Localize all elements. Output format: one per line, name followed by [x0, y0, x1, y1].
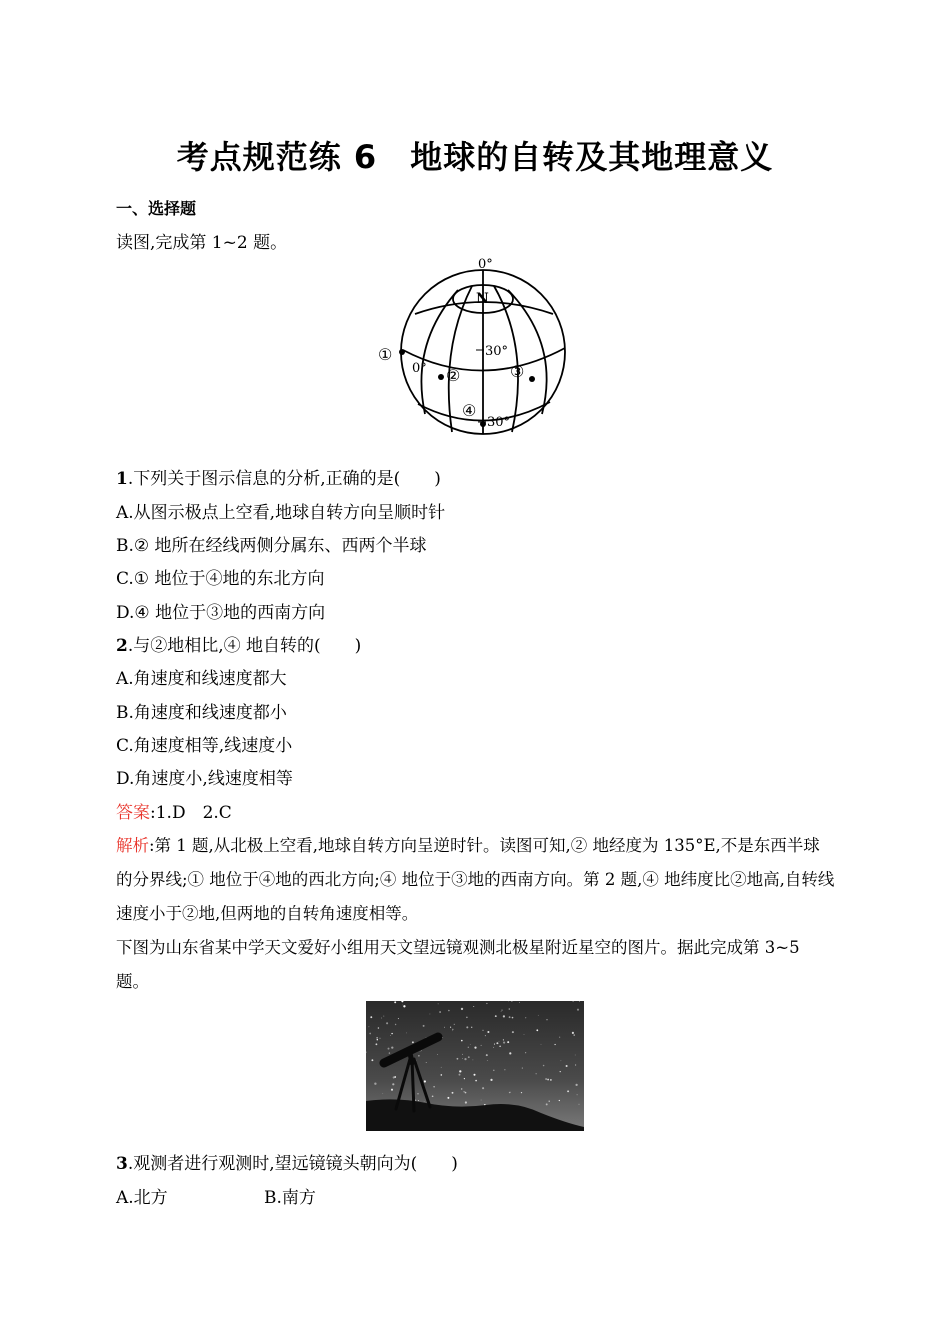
- star: [391, 1033, 392, 1034]
- intro-text-1: 读图,完成第 1~2 题。: [116, 233, 288, 253]
- star: [574, 1034, 575, 1035]
- star: [493, 1070, 494, 1071]
- star: [572, 1032, 574, 1034]
- star: [559, 1100, 560, 1101]
- star: [461, 1088, 462, 1089]
- star: [461, 1008, 463, 1010]
- q3-option-a: A.北方: [116, 1188, 168, 1208]
- star: [578, 1104, 579, 1105]
- star: [417, 1093, 418, 1094]
- star: [382, 1093, 383, 1094]
- question-1-number: 1: [116, 469, 128, 489]
- star: [536, 1029, 538, 1031]
- star: [423, 1025, 425, 1027]
- question-3-stem: .观测者进行观测时,望远镜镜头朝向为( ): [127, 1154, 458, 1174]
- star: [504, 1069, 505, 1070]
- point-1-marker: [399, 349, 405, 355]
- star: [444, 1027, 445, 1028]
- star: [549, 1101, 550, 1102]
- question-2: [116, 635, 361, 657]
- star: [403, 1005, 405, 1007]
- star: [381, 1018, 382, 1019]
- star: [494, 1044, 495, 1045]
- star: [426, 1062, 427, 1063]
- star: [432, 1095, 434, 1097]
- analysis-paragraph: [116, 829, 836, 931]
- star: [474, 1047, 476, 1049]
- intro-text-2: [116, 931, 836, 999]
- star: [550, 1079, 552, 1081]
- latitude-label-2: 30°: [487, 415, 511, 430]
- q3-option-b: B.南方: [264, 1188, 316, 1208]
- point-3-marker: [529, 376, 535, 382]
- north-pole-label: N: [476, 291, 489, 307]
- longitude-label-0: 0°: [412, 361, 427, 376]
- star: [493, 1047, 494, 1048]
- star: [450, 1027, 451, 1028]
- star: [376, 1037, 377, 1038]
- star: [541, 1044, 542, 1045]
- star: [560, 1071, 561, 1072]
- question-1: [116, 468, 441, 490]
- star: [466, 1017, 467, 1018]
- star: [377, 1039, 378, 1040]
- star: [509, 1008, 511, 1010]
- star: [395, 1024, 396, 1025]
- star: [390, 1035, 391, 1036]
- answer-text: :1.D 2.C: [150, 803, 232, 823]
- star: [452, 1092, 454, 1094]
- star: [394, 1001, 396, 1003]
- star: [383, 1016, 384, 1017]
- star: [545, 1078, 547, 1080]
- star: [575, 1064, 576, 1065]
- q1-option-d: D.④ 地位于③地的西南方向: [116, 603, 326, 623]
- star: [465, 1101, 467, 1103]
- star: [406, 1033, 407, 1034]
- point-2-label: ②: [446, 366, 461, 385]
- star: [418, 1100, 419, 1101]
- star: [538, 1015, 539, 1016]
- star: [389, 1052, 390, 1053]
- top-longitude-label: 0°: [478, 257, 493, 272]
- star: [439, 1011, 441, 1013]
- star: [481, 1100, 482, 1101]
- question-1-stem: .下列关于图示信息的分析,正确的是( ): [127, 469, 441, 489]
- star: [424, 1101, 425, 1102]
- star: [412, 1041, 414, 1043]
- star: [536, 1073, 537, 1074]
- star: [486, 1054, 488, 1056]
- star: [424, 1080, 426, 1082]
- star: [496, 1042, 498, 1044]
- star: [371, 1059, 373, 1061]
- star: [388, 1048, 390, 1050]
- star: [566, 1065, 568, 1067]
- star: [486, 1003, 487, 1004]
- star: [468, 1056, 470, 1058]
- star: [433, 1086, 434, 1087]
- star: [490, 1079, 492, 1081]
- star: [503, 1015, 505, 1017]
- intro-text-2-content: 下图为山东省某中学天文爱好小组用天文望远镜观测北极星附近星空的图片。据此完成第 3~5 题。: [116, 938, 800, 991]
- star: [418, 1055, 420, 1057]
- analysis-text: :第 1 题,从北极上空看,地球自转方向呈逆时针。读图可知,② 地经度为 135°E,不是东西半球的分界线;① 地位于④地的西北方向;④ 地位于③地的西南方向。第 2 题,④ 地纬度比②地高,自转线速度小于②地,但两地的自转角速度相等。: [116, 836, 835, 923]
- q1-option-b: B.② 地所在经线两侧分属东、西两个半球: [116, 536, 427, 556]
- q2-option-a: A.角速度和线速度都大: [116, 669, 287, 689]
- star: [485, 1035, 486, 1036]
- star: [375, 1043, 377, 1045]
- star: [420, 1051, 421, 1052]
- star: [464, 1078, 465, 1079]
- star: [559, 1037, 560, 1038]
- star: [470, 1044, 471, 1045]
- latitude-label-1: 30°: [485, 344, 509, 359]
- star: [487, 1031, 489, 1033]
- star: [575, 1084, 577, 1086]
- star: [398, 1018, 399, 1019]
- star: [473, 1060, 474, 1061]
- star: [459, 1074, 461, 1076]
- star: [577, 1009, 579, 1011]
- star: [437, 1054, 438, 1055]
- star: [509, 1092, 510, 1093]
- star: [402, 1005, 403, 1006]
- star: [391, 1089, 393, 1091]
- star: [473, 1006, 474, 1007]
- star: [447, 1097, 449, 1099]
- star: [524, 1034, 525, 1035]
- star: [499, 1041, 500, 1042]
- star: [501, 1009, 502, 1010]
- star: [368, 1026, 369, 1027]
- star: [463, 1091, 464, 1092]
- star: [448, 1010, 450, 1012]
- star: [503, 1042, 505, 1044]
- star: [575, 1055, 576, 1056]
- star: [438, 1004, 439, 1005]
- star: [509, 1052, 511, 1054]
- star: [464, 1058, 466, 1060]
- section-heading: 一、选择题: [116, 199, 197, 218]
- star: [473, 1074, 475, 1076]
- star: [462, 1058, 463, 1059]
- point-4-label: ④: [462, 401, 477, 420]
- star: [459, 1070, 461, 1072]
- star: [509, 1016, 511, 1018]
- point-1-label: ①: [378, 345, 393, 364]
- star: [392, 1083, 394, 1085]
- star: [415, 1100, 416, 1101]
- star: [466, 1026, 468, 1028]
- q2-option-b: B.角速度和线速度都小: [116, 703, 287, 723]
- star: [501, 1011, 502, 1012]
- star: [475, 1080, 477, 1082]
- answer-line: [116, 802, 232, 824]
- answer-label: 答案: [116, 803, 150, 823]
- star: [386, 1022, 388, 1024]
- star: [525, 1052, 526, 1053]
- star: [525, 1017, 526, 1018]
- question-2-number: 2: [116, 636, 128, 656]
- question-2-stem: .与②地相比,④ 地自转的( ): [127, 636, 362, 656]
- star: [462, 1054, 463, 1055]
- star: [519, 1002, 520, 1003]
- star: [471, 1027, 472, 1028]
- star: [429, 1014, 430, 1015]
- q2-option-d: D.角速度小,线速度相等: [116, 769, 293, 789]
- telescope-photo: [366, 1001, 584, 1131]
- star: [379, 1038, 380, 1039]
- star: [507, 1041, 509, 1043]
- globe-diagram: [370, 254, 590, 444]
- star: [441, 1067, 442, 1068]
- star: [547, 1079, 549, 1081]
- star: [561, 1060, 562, 1061]
- star: [482, 1087, 484, 1089]
- star: [554, 1044, 555, 1045]
- star: [482, 1030, 483, 1031]
- star: [495, 1015, 497, 1017]
- star: [546, 1103, 548, 1105]
- star: [567, 1090, 569, 1092]
- star: [378, 1027, 380, 1029]
- point-3-label: ③: [510, 362, 525, 381]
- star: [521, 1092, 522, 1093]
- star: [465, 1092, 467, 1094]
- star: [441, 1074, 443, 1076]
- star: [546, 1019, 547, 1020]
- star: [370, 1016, 372, 1018]
- question-3-number: 3: [116, 1154, 128, 1174]
- star: [487, 1060, 488, 1061]
- q1-option-c: C.① 地位于④地的东北方向: [116, 569, 325, 589]
- star: [374, 1083, 376, 1085]
- star: [454, 1024, 455, 1025]
- star: [543, 1065, 545, 1067]
- star: [452, 1031, 453, 1032]
- star: [522, 1068, 523, 1069]
- q2-option-c: C.角速度相等,线速度小: [116, 736, 293, 756]
- star: [503, 1039, 504, 1040]
- star: [512, 1031, 514, 1033]
- star: [369, 1033, 371, 1035]
- question-3: [116, 1153, 458, 1175]
- q1-option-a: A.从图示极点上空看,地球自转方向呈顺时针: [116, 503, 446, 523]
- star: [421, 1050, 422, 1051]
- star: [481, 1045, 482, 1046]
- star: [577, 1094, 578, 1095]
- star: [457, 1058, 459, 1060]
- star: [394, 1076, 396, 1078]
- star: [461, 1040, 463, 1042]
- star: [391, 1046, 393, 1048]
- star: [508, 1001, 509, 1002]
- star: [452, 1029, 454, 1031]
- star: [512, 1017, 514, 1019]
- star: [499, 1046, 500, 1047]
- analysis-label: 解析: [116, 836, 149, 855]
- star: [579, 1001, 580, 1002]
- point-2-marker: [438, 374, 444, 380]
- star: [468, 1047, 469, 1048]
- page-title: 考点规范练 6 地球的自转及其地理意义: [176, 138, 774, 176]
